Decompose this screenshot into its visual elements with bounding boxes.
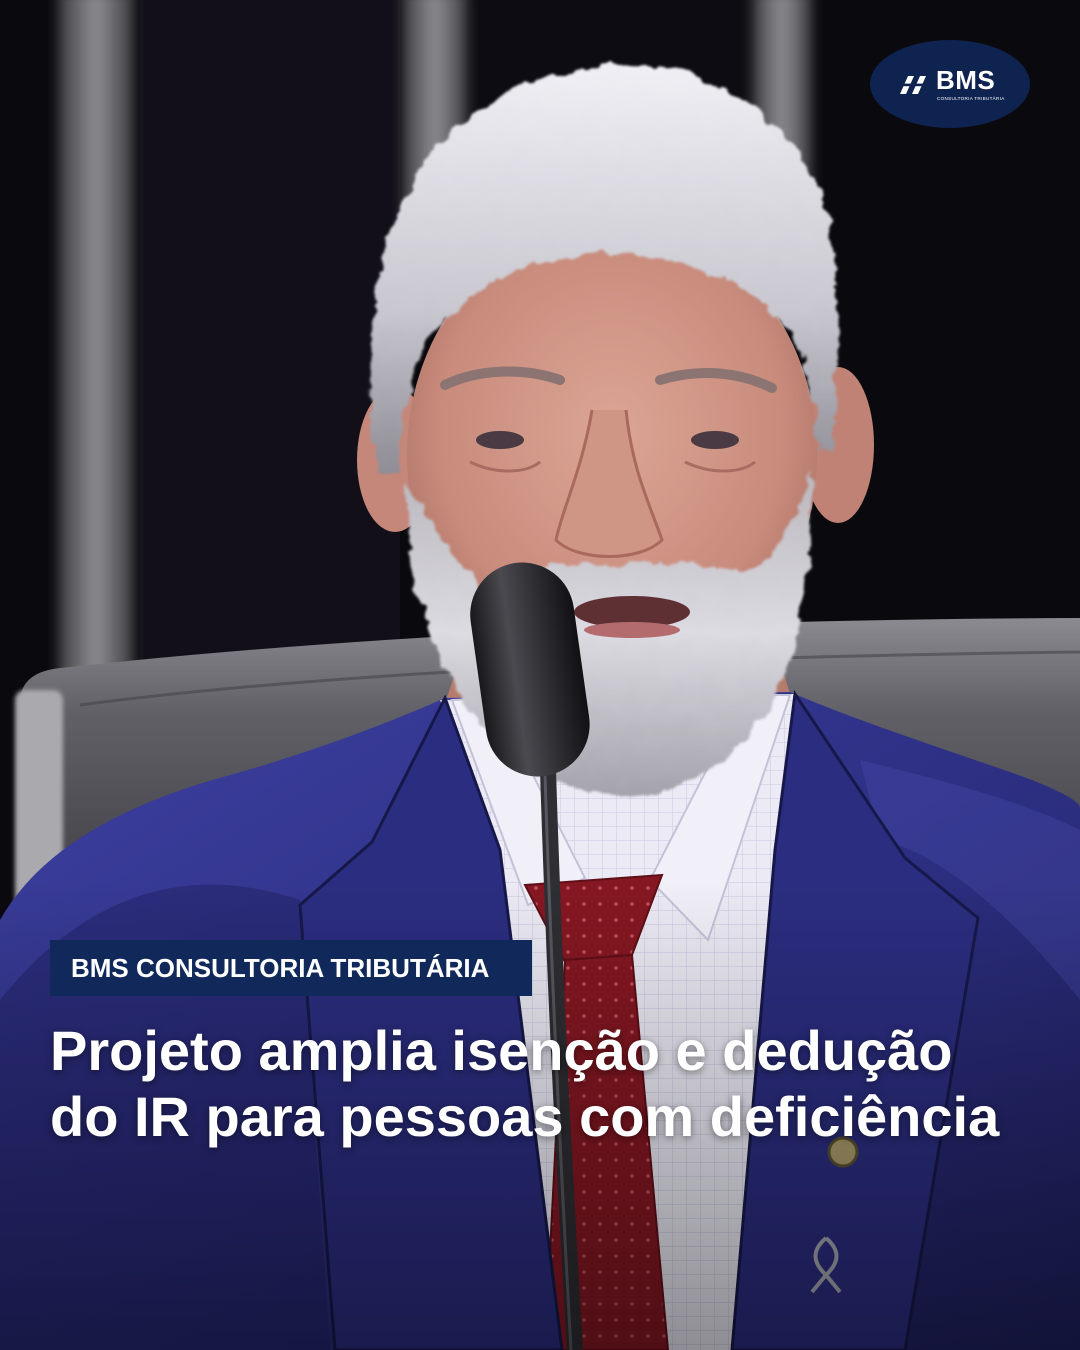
category-tag — [50, 940, 532, 996]
lower-lip — [584, 622, 680, 638]
logo-wordmark: BMS — [936, 65, 996, 95]
headline — [50, 1018, 999, 1150]
left-eye — [476, 431, 524, 449]
headline-line: do IR para pessoas com deficiência — [50, 1085, 1000, 1148]
right-eye — [691, 431, 739, 449]
headline-line: Projeto amplia isenção e dedução — [50, 1019, 953, 1082]
pillar — [58, 0, 134, 690]
category-tag-label: BMS CONSULTORIA TRIBUTÁRIA — [71, 953, 490, 983]
bms-logo — [870, 40, 1030, 128]
bms-logo-icon — [900, 76, 932, 94]
logo-tagline: CONSULTORIA TRIBUTÁRIA — [937, 96, 1005, 101]
